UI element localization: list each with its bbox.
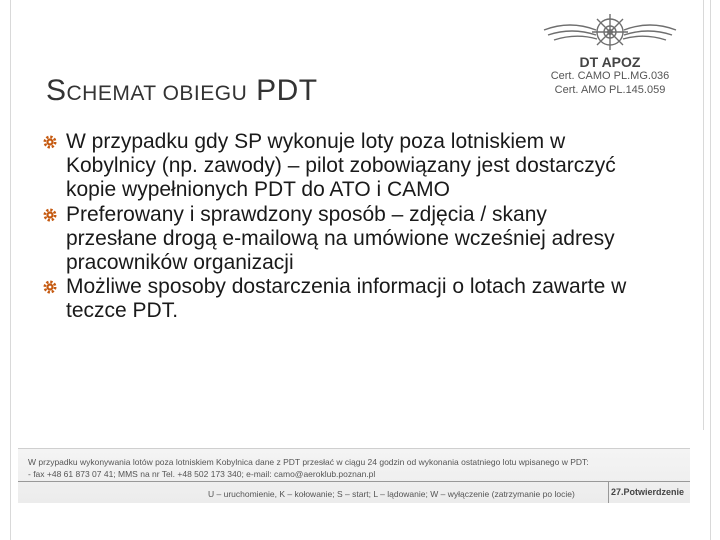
slide-frame-left: [10, 0, 11, 540]
slide-title: [46, 74, 318, 108]
scan-rule: [18, 481, 690, 482]
scan-contacts: - fax +48 61 873 07 41; MMS na nr Tel. +48 502 173 340; e-mail: camo@aeroklub.poznan.pl: [28, 469, 376, 479]
winged-propeller-logo-icon: [540, 8, 680, 54]
slide-frame-right-inner: [703, 0, 704, 430]
scan-confirmation-label: 27.Potwierdzenie: [610, 487, 684, 497]
logo-cert-camo: Cert. CAMO PL.MG.036: [550, 70, 670, 82]
dt-apoz-logo: [540, 8, 680, 100]
title-middle: CHEMAT OBIEGU: [66, 82, 248, 105]
logo-cert-amo: Cert. AMO PL.145.059: [554, 84, 666, 96]
bullet-text: Możliwe sposoby dostarczenia informacji o lotach zawarte w teczce PDT.: [66, 275, 627, 323]
logo-name: DT APOZ: [579, 54, 641, 70]
scan-legend: U – uruchomienie, K – kołowanie; S – start; L – lądowanie; W – wyłączenie (zatrzymanie po locie): [208, 489, 575, 499]
gear-bullet-icon: [42, 279, 58, 295]
gear-bullet-icon: [42, 207, 58, 223]
bullet-item: [42, 130, 632, 203]
title-first-letter: S: [46, 74, 67, 107]
gear-bullet-icon: [42, 134, 58, 150]
scanned-pdt-excerpt: [18, 448, 690, 503]
slide-frame-right: [710, 0, 711, 540]
title-last-word: PDT: [256, 74, 318, 107]
bullet-list: [42, 130, 632, 324]
bullet-item: [42, 275, 632, 323]
bullet-text: W przypadku gdy SP wykonuje loty poza lotniskiem w Kobylnicy (np. zawody) – pilot zobowiązany jest dostarczyć kopie wypełnionych PDT do ATO i CAMO: [66, 130, 616, 202]
scan-instructions: W przypadku wykonywania lotów poza lotniskiem Kobylnica dane z PDT przesłać w ciągu 24 godzin od wykonania ostatniego lotu wpisanego w PDT:: [28, 457, 589, 467]
scan-cell-divider: [608, 481, 609, 503]
bullet-item: [42, 203, 632, 276]
bullet-text: Preferowany i sprawdzony sposób – zdjęcia / skany przesłane drogą e-mailową na umówione wcześniej adresy pracowników organizacji: [66, 202, 615, 275]
